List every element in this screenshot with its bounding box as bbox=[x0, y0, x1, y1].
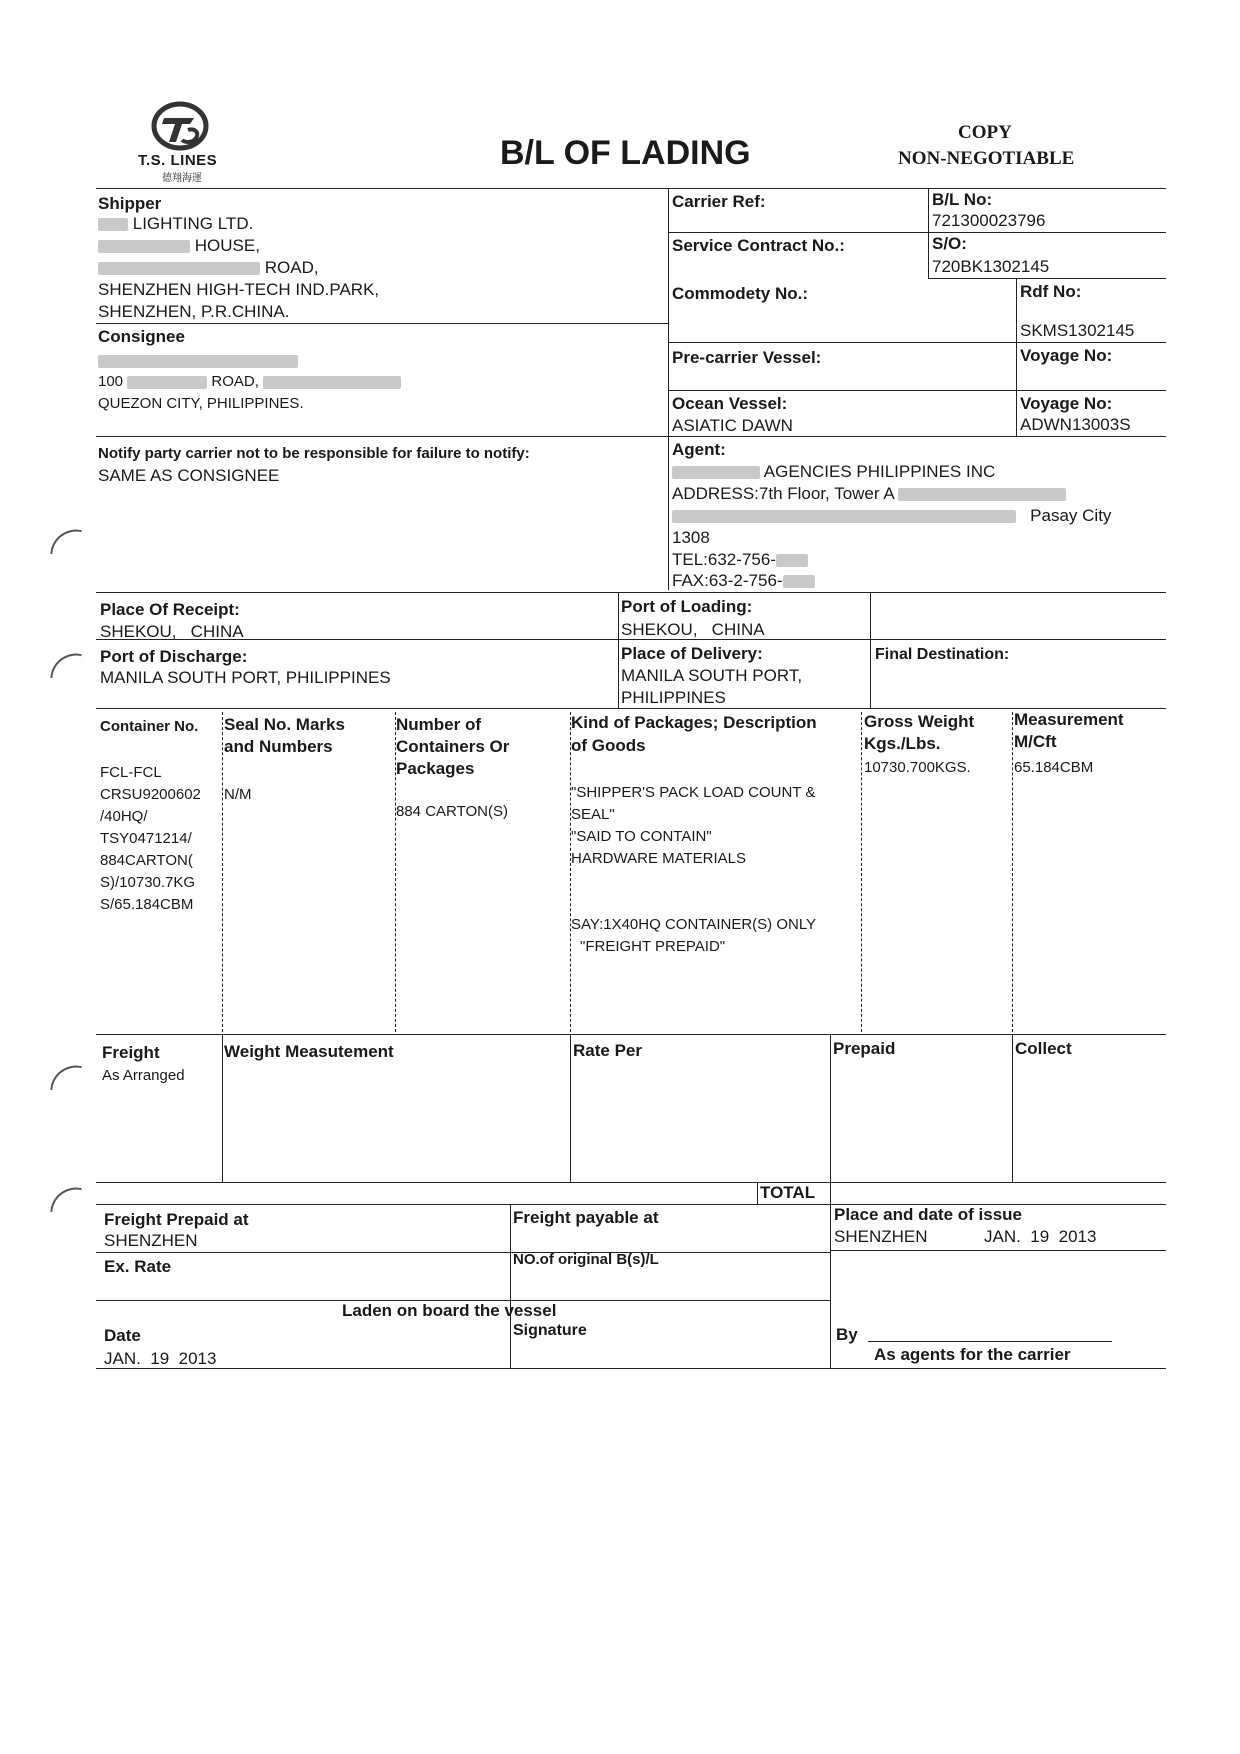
signature-label: Signature bbox=[513, 1322, 587, 1339]
measurement-header-2: M/Cft bbox=[1014, 732, 1057, 751]
description-line: SEAL" bbox=[571, 806, 615, 823]
agent-line-4: 1308 bbox=[672, 528, 710, 547]
freight-prepaid-at-value: SHENZHEN bbox=[104, 1231, 198, 1250]
redaction-mark bbox=[783, 575, 815, 588]
agents-for-carrier-label: As agents for the carrier bbox=[874, 1345, 1071, 1364]
logo-subtext: 德翔海運 bbox=[162, 173, 202, 184]
measurement-header-1: Measurement bbox=[1014, 710, 1124, 729]
gross-weight-header-1: Gross Weight bbox=[864, 712, 975, 731]
container-no-header: Container No. bbox=[100, 718, 199, 735]
packages-header-3: Packages bbox=[396, 759, 475, 778]
container-line: S/65.184CBM bbox=[100, 896, 194, 913]
notify-value: SAME AS CONSIGNEE bbox=[98, 466, 280, 485]
collect-label: Collect bbox=[1015, 1039, 1072, 1058]
description-header-1: Kind of Packages; Description bbox=[571, 713, 817, 732]
redaction-mark bbox=[263, 376, 401, 389]
punch-hole bbox=[50, 1062, 82, 1094]
ocean-vessel-label: Ocean Vessel: bbox=[672, 394, 788, 413]
copy-label: COPY bbox=[958, 122, 1012, 143]
shipper-line-2: HOUSE, bbox=[98, 235, 260, 257]
say-line: SAY:1X40HQ CONTAINER(S) ONLY bbox=[571, 916, 817, 933]
freight-payable-at-label: Freight payable at bbox=[513, 1208, 659, 1227]
total-label: TOTAL bbox=[760, 1183, 816, 1202]
redaction-mark bbox=[98, 355, 298, 368]
consignee-label: Consignee bbox=[98, 327, 185, 346]
freight-value: As Arranged bbox=[102, 1067, 185, 1084]
container-line: CRSU9200602 bbox=[100, 786, 201, 803]
container-line: /40HQ/ bbox=[100, 808, 148, 825]
measurement-value: 65.184CBM bbox=[1014, 759, 1094, 776]
consignee-line-2: 100 ROAD, bbox=[98, 371, 401, 393]
voyage-no-label-2: Voyage No: bbox=[1020, 394, 1113, 413]
seal-header-2: and Numbers bbox=[224, 737, 333, 756]
agent-line-3: Pasay City bbox=[672, 505, 1111, 527]
port-of-loading-value: SHEKOU, CHINA bbox=[621, 620, 765, 639]
laden-on-board-label: Laden on board the vessel bbox=[342, 1301, 557, 1320]
commodity-label: Commodety No.: bbox=[672, 284, 808, 303]
pre-carrier-label: Pre-carrier Vessel: bbox=[672, 348, 822, 367]
agent-label: Agent: bbox=[672, 440, 726, 459]
agent-fax: FAX:63-2-756- bbox=[672, 570, 815, 592]
consignee-line-3: QUEZON CITY, PHILIPPINES. bbox=[98, 395, 304, 412]
so-value: 720BK1302145 bbox=[932, 257, 1050, 276]
ex-rate-label: Ex. Rate bbox=[104, 1257, 172, 1276]
freight-prepaid-note: "FREIGHT PREPAID" bbox=[580, 938, 726, 955]
ocean-vessel-value: ASIATIC DAWN bbox=[672, 416, 793, 435]
shipper-line-3: ROAD, bbox=[98, 257, 319, 279]
company-logo bbox=[150, 100, 212, 152]
redaction-mark bbox=[98, 262, 260, 275]
redaction-mark bbox=[127, 376, 207, 389]
agent-line-1: AGENCIES PHILIPPINES INC bbox=[672, 461, 995, 483]
rdf-value: SKMS1302145 bbox=[1020, 321, 1135, 340]
packages-value: 884 CARTON(S) bbox=[396, 803, 508, 820]
punch-hole bbox=[50, 1184, 82, 1216]
date-value: JAN. 19 2013 bbox=[104, 1349, 217, 1368]
shipper-label: Shipper bbox=[98, 194, 162, 213]
consignee-line-1 bbox=[98, 350, 298, 372]
service-contract-label: Service Contract No.: bbox=[672, 236, 845, 255]
so-label: S/O: bbox=[932, 234, 967, 253]
final-destination-label: Final Destination: bbox=[875, 646, 1010, 663]
place-of-delivery-line-1: MANILA SOUTH PORT, bbox=[621, 666, 803, 685]
description-line: HARDWARE MATERIALS bbox=[571, 850, 747, 867]
port-of-discharge-value: MANILA SOUTH PORT, PHILIPPINES bbox=[100, 668, 391, 687]
shipper-line-4: SHENZHEN HIGH-TECH IND.PARK, bbox=[98, 280, 380, 299]
voyage-no-value-2: ADWN13003S bbox=[1020, 415, 1131, 434]
container-line: TSY0471214/ bbox=[100, 830, 192, 847]
place-of-receipt-label: Place Of Receipt: bbox=[100, 600, 240, 619]
rate-per-label: Rate Per bbox=[573, 1041, 642, 1060]
bl-no-value: 721300023796 bbox=[932, 211, 1046, 230]
shipper-line-1: LIGHTING LTD. bbox=[98, 213, 253, 235]
punch-hole bbox=[50, 526, 82, 558]
redaction-mark bbox=[672, 510, 1016, 523]
rdf-label: Rdf No: bbox=[1020, 282, 1082, 301]
container-line: 884CARTON( bbox=[100, 852, 193, 869]
bl-no-label: B/L No: bbox=[932, 190, 993, 209]
container-line: FCL-FCL bbox=[100, 764, 162, 781]
punch-hole bbox=[50, 650, 82, 682]
place-of-receipt-value: SHEKOU, CHINA bbox=[100, 622, 244, 641]
voyage-no-label: Voyage No: bbox=[1020, 346, 1113, 365]
agent-line-2: ADDRESS:7th Floor, Tower A bbox=[672, 483, 1066, 505]
description-line: "SHIPPER'S PACK LOAD COUNT & bbox=[571, 784, 816, 801]
issue-date-value: JAN. 19 2013 bbox=[984, 1227, 1097, 1246]
date-label: Date bbox=[104, 1326, 141, 1345]
original-bl-label: NO.of original B(s)/L bbox=[513, 1251, 659, 1268]
notify-label: Notify party carrier not to be responsible for failure to notify: bbox=[98, 445, 530, 462]
redaction-mark bbox=[898, 488, 1066, 501]
seal-value: N/M bbox=[224, 786, 252, 803]
place-of-delivery-label: Place of Delivery: bbox=[621, 644, 763, 663]
redaction-mark bbox=[98, 240, 190, 253]
seal-header-1: Seal No. Marks bbox=[224, 715, 345, 734]
packages-header-2: Containers Or bbox=[396, 737, 510, 756]
carrier-ref-label: Carrier Ref: bbox=[672, 192, 766, 211]
description-line: "SAID TO CONTAIN" bbox=[571, 828, 712, 845]
weight-measurement-label: Weight Measutement bbox=[224, 1042, 394, 1061]
port-of-discharge-label: Port of Discharge: bbox=[100, 647, 248, 666]
shipper-line-5: SHENZHEN, P.R.CHINA. bbox=[98, 302, 290, 321]
place-of-delivery-line-2: PHILIPPINES bbox=[621, 688, 726, 707]
container-line: S)/10730.7KG bbox=[100, 874, 196, 891]
prepaid-label: Prepaid bbox=[833, 1039, 896, 1058]
place-date-issue-label: Place and date of issue bbox=[834, 1205, 1023, 1224]
gross-weight-value: 10730.700KGS. bbox=[864, 759, 971, 776]
packages-header-1: Number of bbox=[396, 715, 481, 734]
redaction-mark bbox=[672, 466, 760, 479]
redaction-mark bbox=[98, 218, 128, 231]
agent-tel: TEL:632-756- bbox=[672, 549, 808, 571]
document-title: B/L OF LADING bbox=[500, 134, 751, 172]
issue-place-value: SHENZHEN bbox=[834, 1227, 928, 1246]
by-label: By bbox=[836, 1325, 858, 1344]
logo-text: T.S. LINES bbox=[138, 152, 218, 169]
gross-weight-header-2: Kgs./Lbs. bbox=[864, 734, 941, 753]
port-of-loading-label: Port of Loading: bbox=[621, 597, 753, 616]
description-header-2: of Goods bbox=[571, 736, 646, 755]
non-negotiable-label: NON-NEGOTIABLE bbox=[898, 148, 1075, 169]
freight-prepaid-at-label: Freight Prepaid at bbox=[104, 1210, 249, 1229]
redaction-mark bbox=[776, 554, 808, 567]
freight-label: Freight bbox=[102, 1043, 160, 1062]
